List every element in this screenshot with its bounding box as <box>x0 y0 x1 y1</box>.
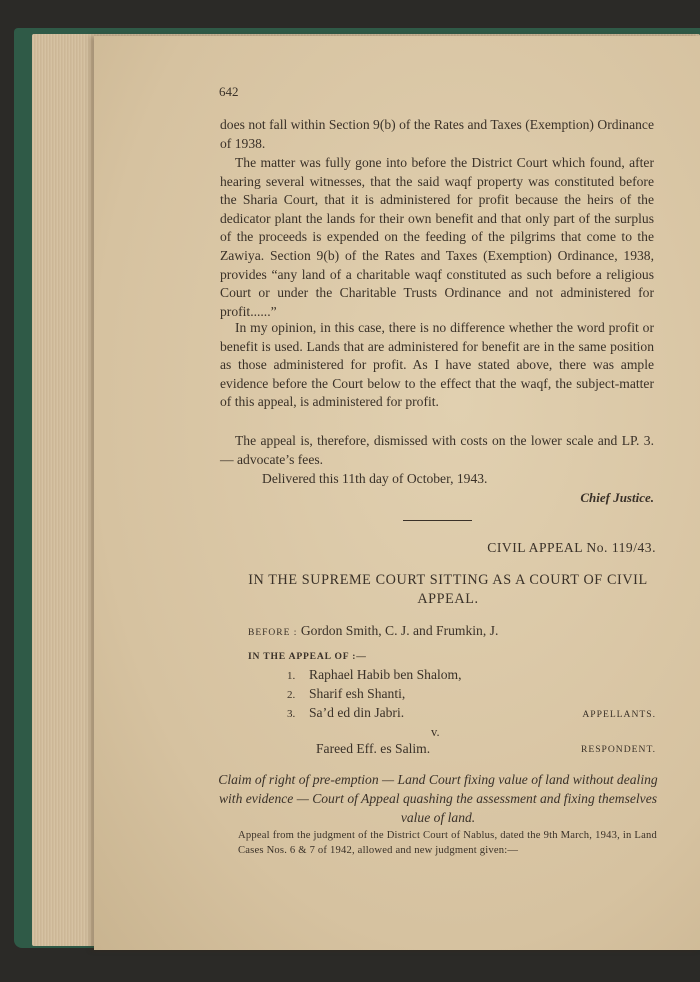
respondent-label: RESPONDENT. <box>580 744 656 755</box>
paragraph-4: The appeal is, therefore, dismissed with costs on the lower scale and LP. 3.— advocate’s fees. <box>220 433 654 467</box>
judges: Gordon Smith, C. J. and Frumkin, J. <box>300 623 499 638</box>
before-label: BEFORE : <box>248 628 298 638</box>
headnote: Claim of right of pre-emption — Land Court fixing value of land without dealing with evidence — Court of Appeal quashing the assessment and fixing themselves value of land. <box>218 772 658 825</box>
appellant-name: Sa’d ed din Jabri. <box>309 705 405 720</box>
appellant-2 <box>287 686 405 702</box>
appellant-number: 1. <box>287 670 296 682</box>
before-line <box>248 623 498 639</box>
page-number: 642 <box>219 84 239 99</box>
appellants-label: APPELLANTS. <box>582 709 656 720</box>
court-heading: IN THE SUPREME COURT SITTING AS A COURT OF CIVIL APPEAL. <box>248 572 648 607</box>
appellant-number: 2. <box>287 689 296 701</box>
appellant-number: 3. <box>287 708 296 720</box>
versus: v. <box>431 725 440 739</box>
delivered-date: Delivered this 11th day of October, 1943. <box>262 471 488 486</box>
page-content <box>94 36 700 950</box>
appeal-number: CIVIL APPEAL No. 119/43. <box>487 540 656 555</box>
section-divider <box>403 520 472 521</box>
appellant-1 <box>287 667 462 683</box>
appellant-3 <box>287 705 404 721</box>
signature-chief-justice: Chief Justice. <box>580 490 654 505</box>
in-the-appeal-label: IN THE APPEAL OF :— <box>248 651 367 662</box>
book-page <box>94 36 700 950</box>
paragraph-2: The matter was fully gone into before the District Court which found, after hearing several witnesses, that the said waqf property was constituted before the Sharia Court, that it is administered for profit because the heirs of the dedicator plant the lands for their own benefit and that only part of the surplus of the proceeds is expended on the feeding of the pilgrims that come to the Zawiya. Section 9(b) of the Rates and Taxes (Exemption) Ordinance, 1938, provides “any land of a charitable waqf constituted as such before a religious Court or under the Charitable Trusts Ordinance and not administered for profit......” <box>220 155 654 319</box>
appellant-name: Raphael Habib ben Shalom, <box>309 667 462 682</box>
appeal-intro: Appeal from the judgment of the District Court of Nablus, dated the 9th March, 1943, in Land Cases Nos. 6 & 7 of 1942, allowed and new judgment given:— <box>238 830 657 856</box>
paragraph-3: In my opinion, in this case, there is no difference whether the word profit or benefit is used. Lands that are administered for benefit are in the same position as those administered for profit. As I have stated above, there was ample evidence before the Court below to the effect that the waqf, the subject-matter of this appeal, is administered for profit. <box>220 320 654 410</box>
paragraph-1: does not fall within Section 9(b) of the Rates and Taxes (Exemption) Ordinance of 1938. <box>220 117 654 151</box>
respondent-name: Fareed Eff. es Salim. <box>316 741 431 756</box>
appellant-name: Sharif esh Shanti, <box>309 686 406 701</box>
